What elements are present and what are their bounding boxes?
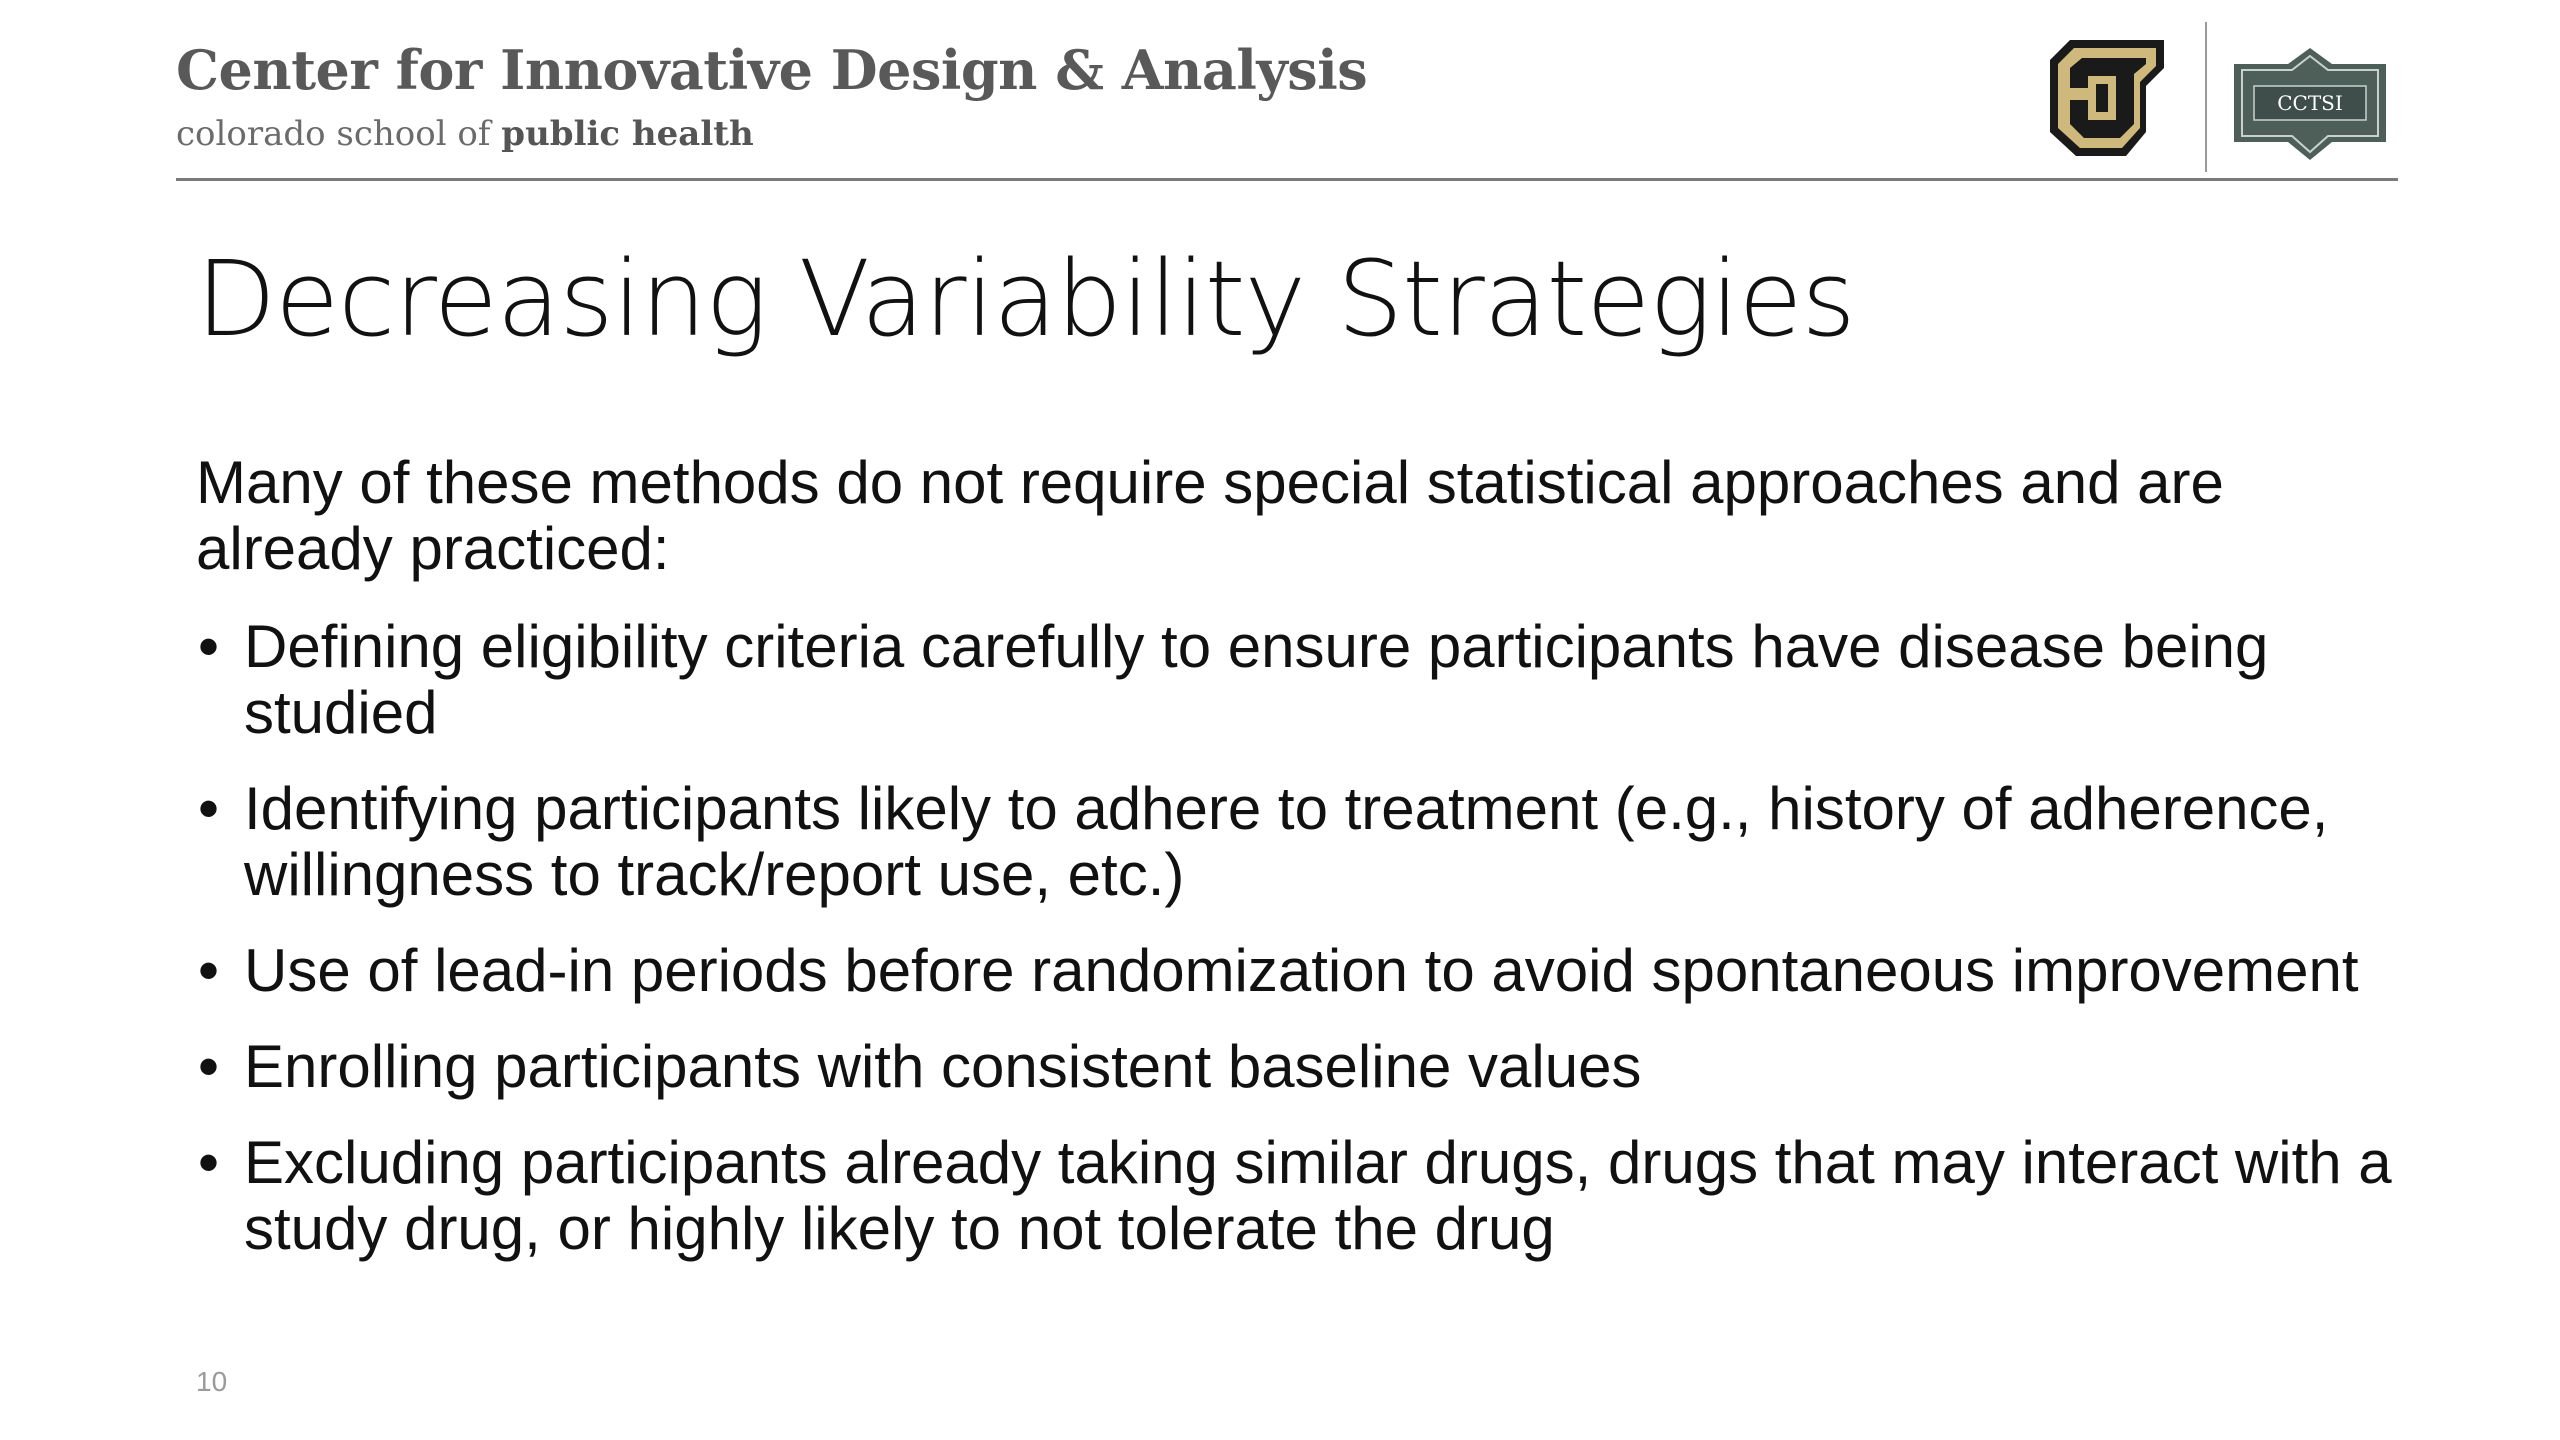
bullet-item	[196, 938, 2396, 1004]
school-name-bold: public health	[501, 114, 754, 154]
bullet-item	[196, 614, 2396, 746]
bullet-text: Enrolling participants with consistent baseline values	[244, 1033, 1642, 1100]
bullet-dot: •	[198, 775, 220, 842]
org-name: Center for Innovative Design & Analysis	[176, 38, 1368, 102]
cctsi-logo-text: CCTSI	[2277, 91, 2343, 115]
intro-text: Many of these methods do not require special statistical approaches and are already practiced:	[196, 449, 2224, 582]
school-name-prefix: colorado school of	[176, 114, 502, 154]
bullet-list	[196, 614, 2396, 1292]
bullet-dot: •	[198, 1033, 220, 1100]
logo-divider	[2205, 22, 2207, 172]
bullet-text: Use of lead-in periods before randomization to avoid spontaneous improvement	[244, 937, 2359, 1004]
bullet-dot: •	[198, 1129, 220, 1196]
bullet-item	[196, 1034, 2396, 1100]
page-number: 10	[196, 1366, 228, 1397]
cu-logo	[2036, 28, 2178, 170]
bullet-text: Defining eligibility criteria carefully to ensure participants have disease being studied	[244, 613, 2269, 746]
bullet-text: Excluding participants already taking similar drugs, drugs that may interact with a study drug, or highly likely to not tolerate the drug	[244, 1129, 2392, 1262]
cctsi-logo	[2232, 46, 2388, 162]
bullet-item	[196, 776, 2396, 908]
bullet-text: Identifying participants likely to adhere to treatment (e.g., history of adherence, willingness to track/report use, etc.)	[244, 775, 2329, 908]
school-name	[176, 114, 754, 154]
bullet-dot: •	[198, 613, 220, 680]
slide-title: Decreasing Variability Strategies	[196, 238, 1855, 360]
bullet-item	[196, 1130, 2396, 1262]
header-rule	[176, 178, 2398, 181]
bullet-dot: •	[198, 937, 220, 1004]
